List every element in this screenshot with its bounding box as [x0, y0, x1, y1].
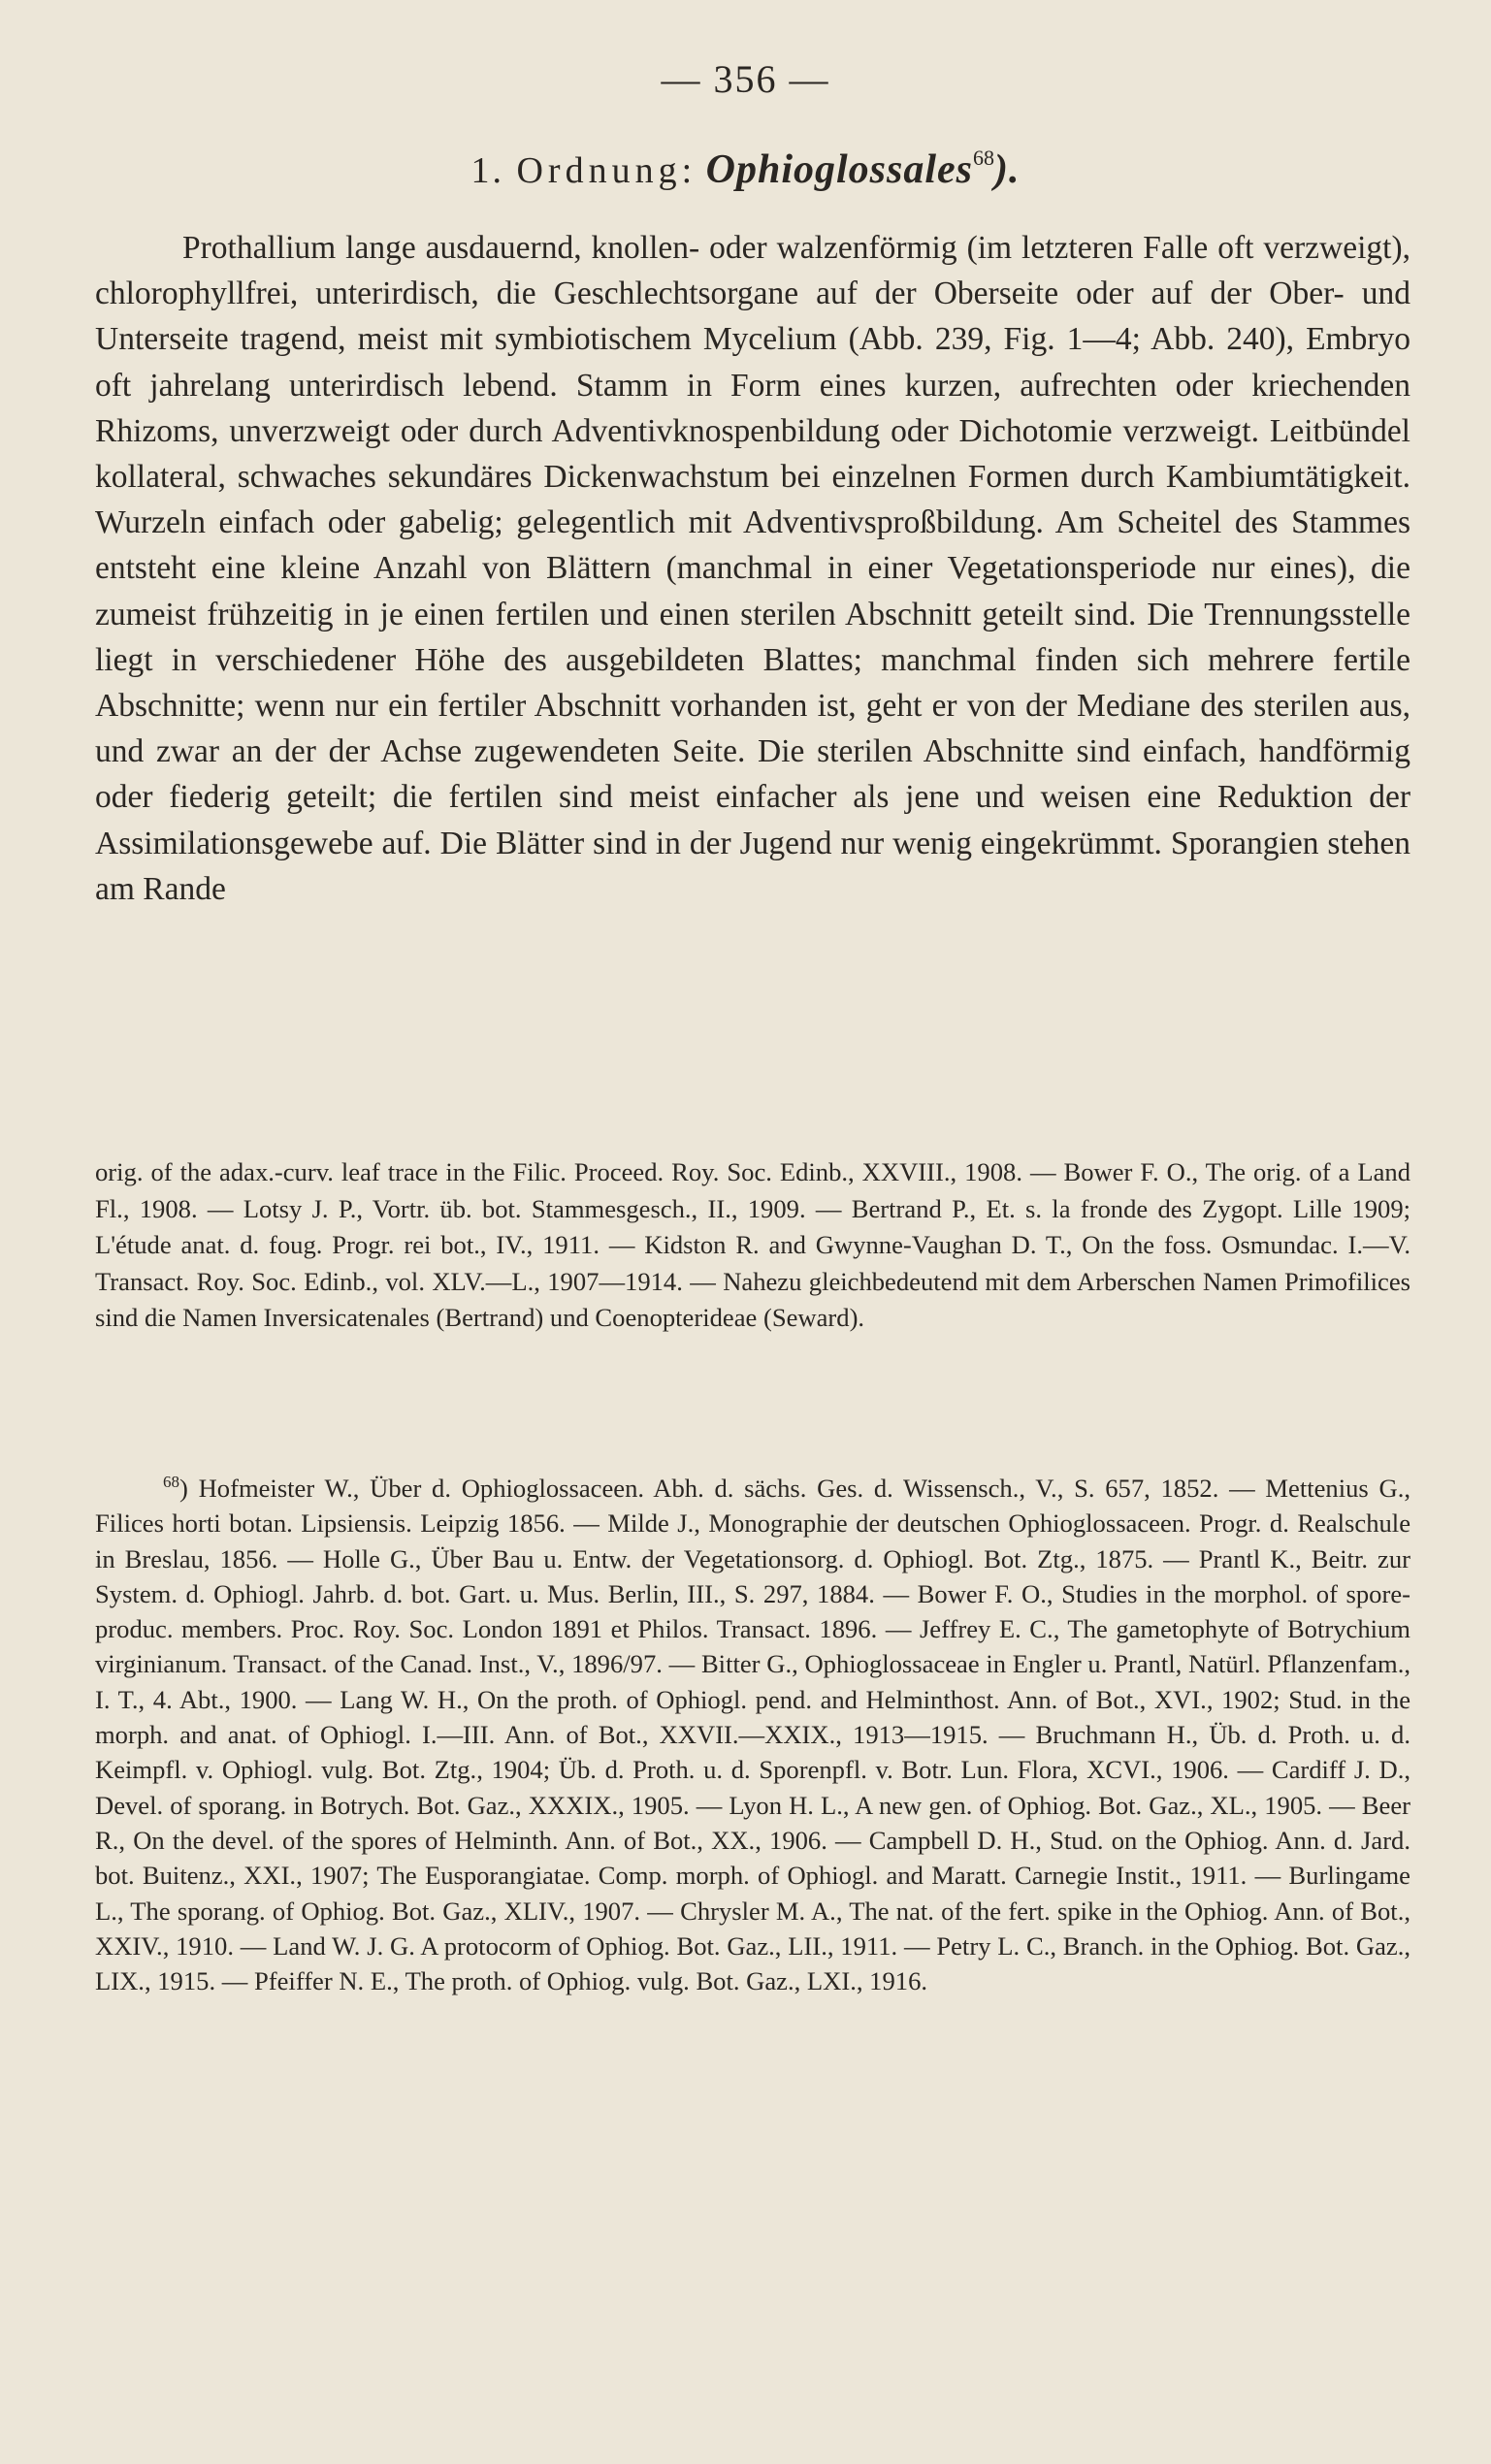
heading-label: Ordnung:: [516, 150, 697, 191]
section-heading: [0, 146, 1491, 193]
footnote-marker: 68: [163, 1473, 179, 1491]
footnote-continued: orig. of the adax.-curv. leaf trace in the Filic. Proceed. Roy. Soc. Edinb., XXVIII., 1908. — Bower F. O., The orig. of a Land Fl., 1908. — Lotsy J. P., Vortr. üb. bot. Stammesgesch., II., 1909. — Bertrand P., Et. s. la fronde des Zygopt. Lille 1909; L'étude anat. d. foug. Progr. rei bot., IV., 1911. — Kidston R. and Gwynne-Vaughan D. T., On the foss. Osmundac. I.—V. Transact. Roy. Soc. Edinb., vol. XLV.—L., 1907—1914. — Nahezu gleichbedeutend mit dem Arberschen Namen Primofilices sind die Namen Inversicatenales (Bertrand) und Coenopterideae (Seward).: [95, 1157, 1410, 1333]
heading-number: 1.: [470, 150, 517, 191]
heading-footnote-ref: 68: [973, 146, 995, 170]
body-paragraph: Prothallium lange ausdauernd, knollen- oder walzenförmig (im letzteren Falle oft verzweigt), chlorophyllfrei, unterirdisch, die Geschlechtsorgane auf der Oberseite oder auf der Ober- und Unterseite tragend, meist mit symbiotischem Mycelium (Abb. 239, Fig. 1—4; Abb. 240), Embryo oft jahrelang unterirdisch lebend. Stamm in Form eines kurzen, aufrechten oder kriechenden Rhizoms, unverzweigt oder durch Adventivknospenbildung oder Dichotomie verzweigt. Leitbündel kollateral, schwaches sekundäres Dickenwachstum bei einzelnen Formen durch Kambiumtätigkeit. Wurzeln einfach oder gabelig; gelegentlich mit Adventivsproßbildung. Am Scheitel des Stammes entsteht eine kleine Anzahl von Blättern (manchmal in einer Vegetationsperiode nur eines), die zumeist frühzeitig in je einen fertilen und einen sterilen Abschnitt geteilt sind. Die Trennungsstelle liegt in verschiedener Höhe des ausgebildeten Blattes; manchmal finden sich mehrere fertile Abschnitte; wenn nur ein fertiler Abschnitt vorhanden ist, geht er von der Mediane des sterilen aus, und zwar an der der Achse zugewendeten Seite. Die sterilen Abschnitte sind einfach, handförmig oder fiederig geteilt; die fertilen sind meist einfacher als jene und weisen eine Reduktion der Assimilationsgewebe auf. Die Blätter sind in der Jugend nur wenig eingekrümmt. Sporangien stehen am Rande: [95, 230, 1410, 907]
heading-suffix: ).: [994, 147, 1021, 192]
heading-title: Ophioglossales: [705, 147, 974, 192]
footnote-68-text: ) Hofmeister W., Über d. Ophioglossaceen. Abh. d. sächs. Ges. d. Wissensch., V., S. 657, 1852. — Mettenius G., Filices horti botan. Lipsiensis. Leipzig 1856. — Milde J., Monographie der deutschen Ophioglossaceen. Progr. d. Realschule in Breslau, 1856. — Holle G., Über Bau u. Entw. der Vegetationsorg. d. Ophiogl. Bot. Ztg., 1875. — Prantl K., Beitr. zur System. d. Ophiogl. Jahrb. d. bot. Gart. u. Mus. Berlin, III., S. 297, 1884. — Bower F. O., Studies in the morphol. of spore-produc. members. Proc. Roy. Soc. London 1891 et Philos. Transact. 1896. — Jeffrey E. C., The gametophyte of Botrychium virginianum. Transact. of the Canad. Inst., V., 1896/97. — Bitter G., Ophioglossaceae in Engler u. Prantl, Natürl. Pflanzenfam., I. T., 4. Abt., 1900. — Lang W. H., On the proth. of Ophiogl. pend. and Helminthost. Ann. of Bot., XVI., 1902; Stud. in the morph. and anat. of Ophiogl. I.—III. Ann. of Bot., XXVII.—XXIX., 1913—1915. — Bruchmann H., Üb. d. Proth. u. d. Keimpfl. v. Ophiogl. vulg. Bot. Ztg., 1904; Üb. d. Proth. u. d. Sporenpfl. v. Botr. Lun. Flora, XCVI., 1906. — Cardiff J. D., Devel. of sporang. in Botrych. Bot. Gaz., XXXIX., 1905. — Lyon H. L., A new gen. of Ophiog. Bot. Gaz., XL., 1905. — Beer R., On the devel. of the spores of Helminth. Ann. of Bot., XX., 1906. — Campbell D. H., Stud. on the Ophiog. Ann. d. Jard. bot. Buitenz., XXI., 1907; The Eusporangiatae. Comp. morph. of Ophiogl. and Maratt. Carnegie Instit., 1911. — Burlingame L., The sporang. of Ophiog. Bot. Gaz., XLIV., 1907. — Chrysler M. A., The nat. of the fert. spike in the Ophiog. Ann. of Bot., XXIV., 1910. — Land W. J. G. A protocorm of Ophiog. Bot. Gaz., LII., 1911. — Petry L. C., Branch. in the Ophiog. Bot. Gaz., LIX., 1915. — Pfeiffer N. E., The proth. of Ophiog. vulg. Bot. Gaz., LXI., 1916.: [95, 1474, 1410, 1996]
footnote-68: [95, 1465, 1410, 1998]
page-number: — 356 —: [661, 57, 830, 101]
